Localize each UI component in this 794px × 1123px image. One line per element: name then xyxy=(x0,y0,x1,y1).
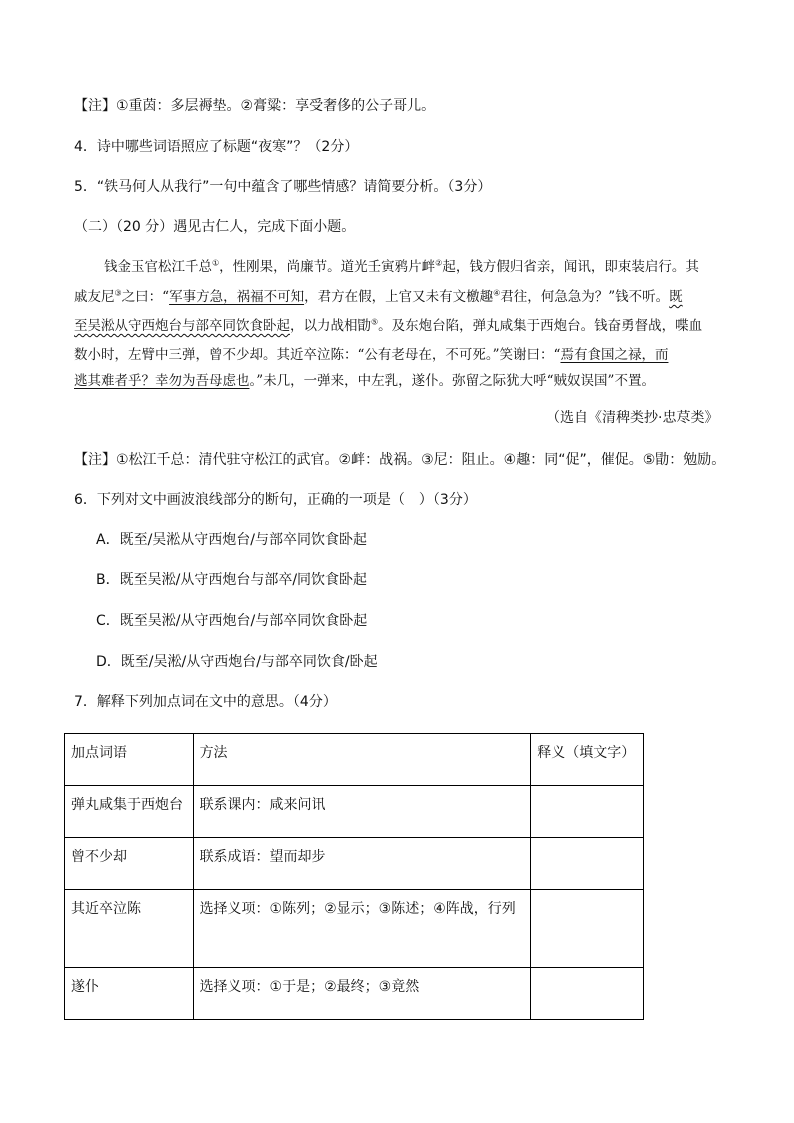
passage-line-2 xyxy=(74,287,683,307)
note-marker: ⑤ xyxy=(371,317,379,327)
underlined-phrase: 军事方急，祸福不可知 xyxy=(169,289,305,305)
question-7: 7．解释下列加点词在文中的意思。（4分） xyxy=(74,694,337,710)
answer-cell[interactable] xyxy=(531,890,644,968)
passage-line-5 xyxy=(74,371,655,391)
passage-source: （选自《清稗类抄·忠荩类》 xyxy=(546,410,719,426)
answer-cell[interactable] xyxy=(531,786,644,838)
option-d: D．既至/吴淞/从守西炮台/与部卒同饮食/卧起 xyxy=(96,654,378,670)
header-cell: 释义（填文字） xyxy=(531,734,644,786)
question-4: 4．诗中哪些词语照应了标题“夜寒”？（2分） xyxy=(74,139,359,155)
term-cell: 遂仆 xyxy=(65,968,194,1020)
passage-text: 数小时，左臂中三弹，曾不少却。其近卒泣陈：“公有老母在，不可死。”笑谢曰：“ xyxy=(74,347,561,363)
answer-cell[interactable] xyxy=(531,838,644,890)
passage-text: 起，钱方假归省亲，闻讯，即束装启行。其 xyxy=(442,259,699,275)
method-cell: 选择义项：①陈列；②显示；③陈述；④阵战，行列 xyxy=(193,890,531,968)
method-cell: 选择义项：①于是；②最终；③竟然 xyxy=(193,968,531,1020)
passage-text: ，性刚果，尚廉节。道光壬寅鸦片衅 xyxy=(219,259,436,275)
term-cell: 其近卒泣陈 xyxy=(65,890,194,968)
section-2-heading: （二）（20 分）遇见古仁人，完成下面小题。 xyxy=(74,219,356,235)
header-cell: 加点词语 xyxy=(65,734,194,786)
term-cell: 曾不少却 xyxy=(65,838,194,890)
method-cell: 联系课内：咸来问讯 xyxy=(193,786,531,838)
note-marker: ③ xyxy=(114,288,122,298)
table-row xyxy=(65,838,644,890)
option-c: C．既至吴淞/从守西炮台/与部卒同饮食卧起 xyxy=(96,613,368,629)
passage-text: 戚友尼 xyxy=(74,289,115,305)
passage-text: ，君方在假，上官又未有文檄趣 xyxy=(304,289,494,305)
wavy-underlined-phrase: 既 xyxy=(669,289,683,305)
table-row xyxy=(65,786,644,838)
passage-notes: 【注】①松江千总：清代驻守松江的武官。②衅：战祸。③尼：阻止。④趣：同“促”，催促。⑤勖：勉励。 xyxy=(74,452,726,468)
passage-text: 钱金玉官松江千总 xyxy=(104,259,212,275)
table-row xyxy=(65,968,644,1020)
note-marker: ① xyxy=(212,258,220,268)
passage-line-1 xyxy=(104,257,699,277)
term-cell: 弹丸咸集于西炮台 xyxy=(65,786,194,838)
passage-line-4 xyxy=(74,345,668,365)
passage-text: ，以力战相勖 xyxy=(290,318,371,334)
table-header-row xyxy=(65,734,644,786)
underlined-phrase: 逃其难者乎？幸勿为吾母虑也 xyxy=(74,373,250,389)
poem-notes: 【注】①重茵：多层褥垫。②膏粱：享受奢侈的公子哥儿。 xyxy=(74,98,436,114)
passage-line-3 xyxy=(74,316,702,336)
note-marker: ② xyxy=(435,258,443,268)
table-row xyxy=(65,890,644,968)
option-a: A．既至/吴淞从守西炮台/与部卒同饮食卧起 xyxy=(96,532,368,548)
note-marker: ④ xyxy=(493,288,501,298)
question-6: 6．下列对文中画波浪线部分的断句，正确的一项是（ ）（3分） xyxy=(74,492,477,508)
option-b: B．既至吴淞/从守西炮台与部卒/同饮食卧起 xyxy=(96,572,368,588)
question-5: 5．“铁马何人从我行”一句中蕴含了哪些情感？请简要分析。（3分） xyxy=(74,179,492,195)
passage-text: 君往，何急急为？”钱不听。 xyxy=(500,289,670,305)
header-cell: 方法 xyxy=(193,734,531,786)
passage-text: 。及东炮台陷，弹丸咸集于西炮台。钱奋勇督战，喋血 xyxy=(378,318,703,334)
vocabulary-table xyxy=(64,733,644,1020)
passage-text: 。”未几，一弹来，中左乳，遂仆。弥留之际犹大呼“贼奴误国”不置。 xyxy=(249,373,655,389)
answer-cell[interactable] xyxy=(531,968,644,1020)
underlined-phrase: 焉有食国之禄，而 xyxy=(560,347,669,363)
method-cell: 联系成语：望而却步 xyxy=(193,838,531,890)
passage-text: 之曰：“ xyxy=(121,289,170,305)
wavy-underlined-phrase: 至吴淞从守西炮台与部卒同饮食卧起 xyxy=(74,318,290,334)
